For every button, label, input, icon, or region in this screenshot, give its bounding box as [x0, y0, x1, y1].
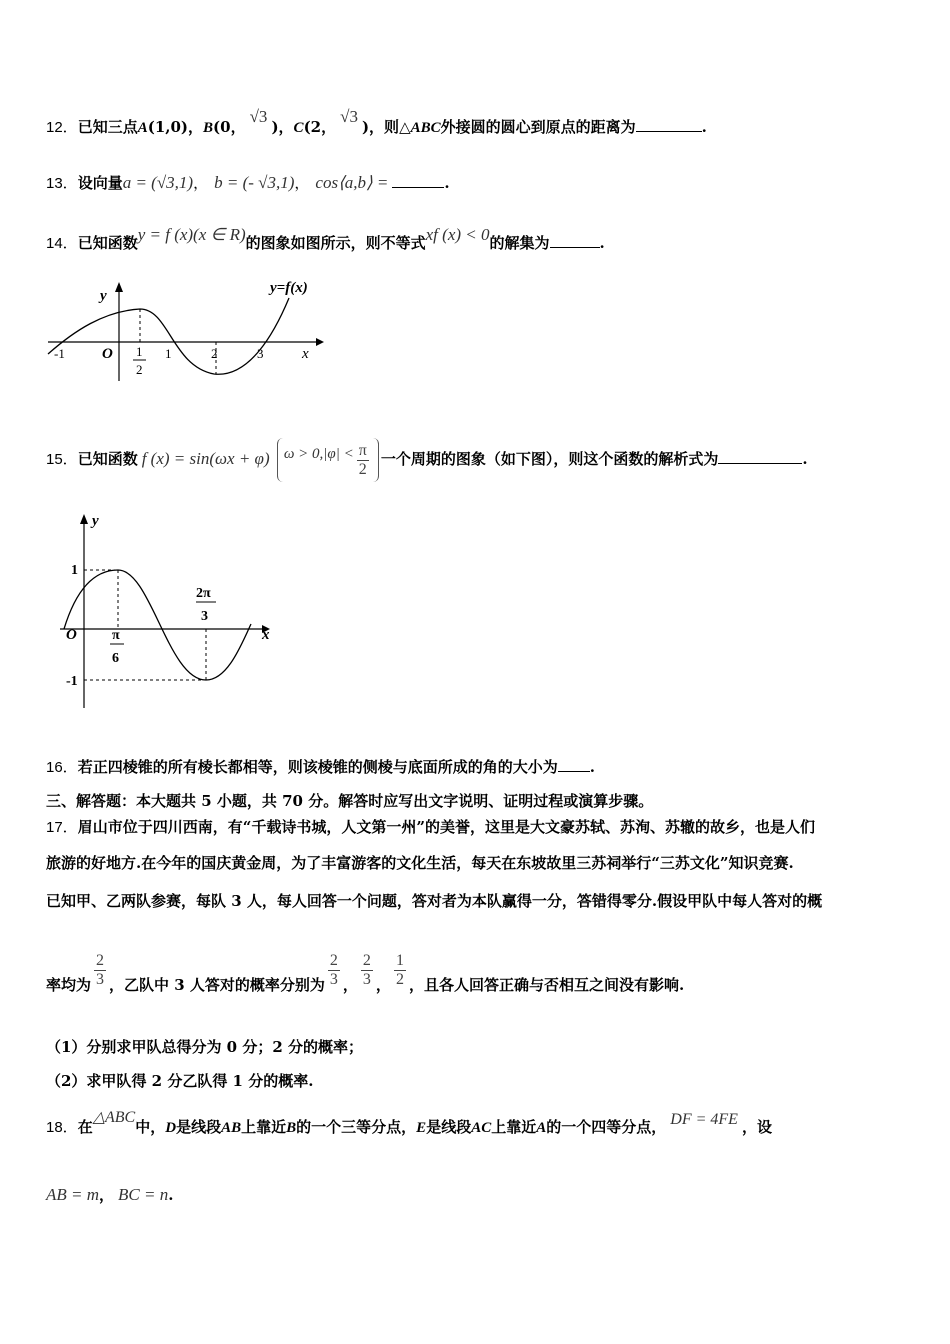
q18-text-d: 上靠近	[241, 1118, 287, 1136]
q18-text-i: ，设	[741, 1118, 772, 1136]
q17-sub1	[46, 1036, 363, 1057]
point-a: A	[137, 120, 148, 136]
y-axis-arrow	[115, 282, 123, 292]
tick-pi6-num: π	[112, 628, 120, 643]
answer-blank[interactable]	[392, 173, 444, 188]
q12-number: 12．	[46, 119, 78, 136]
frac-num: 2	[362, 952, 371, 969]
frac-den: 2	[358, 460, 367, 478]
q13-end: .	[444, 174, 450, 192]
q12-text: 已知三点	[77, 118, 138, 136]
q12-question: 外接圆的圆心到原点的距离为	[440, 118, 636, 136]
q13-text: 设向量	[77, 174, 123, 192]
q17-comma2: ，	[375, 976, 391, 994]
q16-text: 若正四棱锥的所有棱长都相等，则该棱锥的侧棱与底面所成的角的大小为	[77, 758, 558, 776]
answer-blank[interactable]	[636, 117, 702, 132]
triangle-abc: ABC	[410, 120, 441, 136]
y-label: y	[100, 288, 107, 304]
q17-text4a: 率均为	[46, 976, 92, 994]
q17-line4	[46, 952, 685, 994]
tick-2pi3-num: 2π	[196, 586, 211, 601]
q12-line	[46, 107, 707, 137]
q17-text4b: ，乙队中 3 人答对的概率分别为	[109, 976, 325, 994]
frac-num: 2	[96, 952, 105, 969]
df-expr: DF = 4FE	[670, 1111, 738, 1128]
q13-number: 13．	[46, 175, 78, 192]
curve-label: y=f(x)	[270, 280, 308, 296]
frac-2-3-b	[328, 952, 340, 989]
vector-a-expr: a = (√3,1)	[122, 173, 194, 192]
point-d: D	[165, 1120, 177, 1136]
q16-number: 16．	[46, 759, 78, 776]
section3-heading	[46, 790, 653, 811]
q17-text1: 眉山市位于四川西南，有“千载诗书城，人文第一州”的美誉，这里是大文豪苏轼、苏洵、苏辙的故乡，也是人们	[77, 818, 815, 836]
frac-num: 1	[395, 952, 404, 969]
q17-comma: ，	[342, 976, 358, 994]
tick-3: 3	[257, 346, 264, 361]
tick-half-den: 2	[136, 362, 143, 377]
cos-expr: cos⟨a,b⟩ =	[315, 173, 389, 192]
q18-text-g: 上靠近	[491, 1118, 537, 1136]
triangle-symbol: △	[399, 118, 411, 136]
q14-end: .	[599, 234, 605, 252]
q14-number: 14．	[46, 235, 78, 252]
frac-2-3-c	[361, 952, 373, 989]
frac-2-3-a	[94, 952, 106, 989]
q16-line	[46, 756, 595, 777]
condition-text: ω > 0,|φ| <	[283, 445, 354, 462]
q18-text-a: 在	[77, 1118, 93, 1136]
q15-text: 已知函数	[77, 450, 138, 468]
frac-den: 3	[362, 971, 371, 988]
point-b: B	[286, 1120, 297, 1136]
q17-number: 17．	[46, 819, 78, 836]
y-label: y	[92, 513, 99, 529]
q12-sep: ，	[188, 118, 204, 136]
sine-curve	[64, 570, 251, 680]
q13-sep2: ，	[294, 174, 310, 192]
y-axis-arrow	[80, 514, 88, 524]
frac-num: π	[358, 441, 367, 459]
q18-text-f: 是线段	[426, 1118, 472, 1136]
q15-question: 一个周期的图象（如下图），则这个函数的解析式为	[380, 450, 719, 468]
point-b: B	[203, 120, 214, 136]
answer-blank[interactable]	[718, 449, 802, 464]
q18-text-e: 的一个三等分点，	[296, 1118, 417, 1136]
triangle-expr: △ABC	[92, 1109, 136, 1126]
q17-line1	[46, 816, 815, 837]
q17-text4c: ，且各人回答正确与否相互之间没有影响.	[408, 976, 685, 994]
x-axis-arrow	[316, 338, 324, 346]
segment-ab: AB	[221, 1120, 242, 1136]
frac-num: 2	[329, 952, 338, 969]
q14-text3: 的解集为	[489, 234, 550, 252]
q17-sub2-text: （2）求甲队得 2 分乙队得 1 分的概率.	[46, 1072, 314, 1090]
inequality: xf (x) < 0	[425, 225, 490, 244]
tick-2pi3-den: 3	[201, 609, 208, 624]
point-a-coord: (1,0)	[147, 118, 189, 136]
tick-1: 1	[165, 346, 172, 361]
q16-end: .	[589, 758, 595, 776]
q17-line2	[46, 852, 794, 873]
tick-ym1: -1	[66, 674, 78, 689]
bc-n-expr: BC = n	[118, 1185, 169, 1204]
pi-over-2	[357, 442, 369, 479]
frac-1-2	[394, 952, 406, 989]
q13-line	[46, 172, 450, 193]
tick-half-num: 1	[136, 344, 143, 359]
q17-text3: 已知甲、乙两队参赛，每队 3 人，每人回答一个问题，答对者为本队赢得一分，答错得零分.假设甲队中每人答对的概	[46, 892, 823, 910]
answer-blank[interactable]	[550, 233, 600, 248]
q18-sep: ，	[99, 1186, 115, 1204]
q17-sub1-text: （1）分别求甲队总得分为 0 分；2 分的概率；	[46, 1038, 363, 1056]
q18-text-h: 的一个四等分点，	[546, 1118, 667, 1136]
q15-number: 15．	[46, 451, 78, 468]
q17-text2: 旅游的好地方.在今年的国庆黄金周，为了丰富游客的文化生活，每天在东坡故里三苏祠举行“三苏文化”知识竞赛.	[46, 854, 794, 872]
q15-line	[46, 438, 808, 482]
sqrt3-b: √3	[249, 107, 268, 126]
q18-end: .	[168, 1186, 174, 1204]
x-label: x	[302, 346, 309, 362]
function-def: f (x) = sin(ωx + φ)	[141, 449, 270, 468]
ab-m-expr: AB = m	[46, 1185, 100, 1204]
frac-den: 3	[96, 971, 105, 988]
point-c: C	[293, 120, 304, 136]
frac-den: 3	[329, 971, 338, 988]
q14-text2: 的图象如图所示，则不等式	[245, 234, 426, 252]
origin-label: O	[66, 627, 77, 643]
point-a: A	[536, 1120, 547, 1136]
graph-q15	[56, 508, 286, 713]
q12-close1: )，	[271, 118, 294, 136]
q18-line1	[46, 1109, 772, 1137]
tick-y1: 1	[71, 563, 78, 578]
condition-group	[277, 438, 379, 482]
q18-line2	[46, 1184, 173, 1205]
point-e: E	[416, 1120, 427, 1136]
point-b-coord: (0，	[213, 118, 246, 136]
q12-end: .	[701, 118, 707, 136]
tick-pi6-den: 6	[112, 651, 119, 666]
q17-sub2	[46, 1070, 313, 1091]
segment-ac: AC	[471, 1120, 492, 1136]
graph-q14	[44, 276, 334, 386]
answer-blank[interactable]	[558, 757, 590, 772]
q14-line	[46, 225, 605, 253]
function-def: y = f (x)(x ∈ R)	[137, 225, 246, 244]
q13-sep: ，	[193, 174, 209, 192]
q14-text: 已知函数	[77, 234, 138, 252]
tick-m1: -1	[54, 346, 65, 361]
tick-2: 2	[211, 346, 218, 361]
q17-line3	[46, 890, 822, 911]
section3-text: 三、解答题：本大题共 5 小题，共 70 分。解答时应写出文字说明、证明过程或演算步骤。	[46, 792, 654, 810]
x-label: x	[262, 627, 270, 643]
q18-number: 18．	[46, 1119, 78, 1136]
origin-label: O	[102, 346, 113, 362]
q18-text-b: 中，	[135, 1118, 166, 1136]
q18-text-c: 是线段	[176, 1118, 222, 1136]
vector-b-expr: b = (- √3,1)	[214, 173, 295, 192]
curve-f	[48, 298, 289, 374]
q12-close2: )，则	[361, 118, 400, 136]
point-c-coord: (2，	[303, 118, 337, 136]
q15-end: .	[802, 450, 808, 468]
sqrt3-c: √3	[340, 107, 358, 126]
frac-den: 2	[395, 971, 404, 988]
